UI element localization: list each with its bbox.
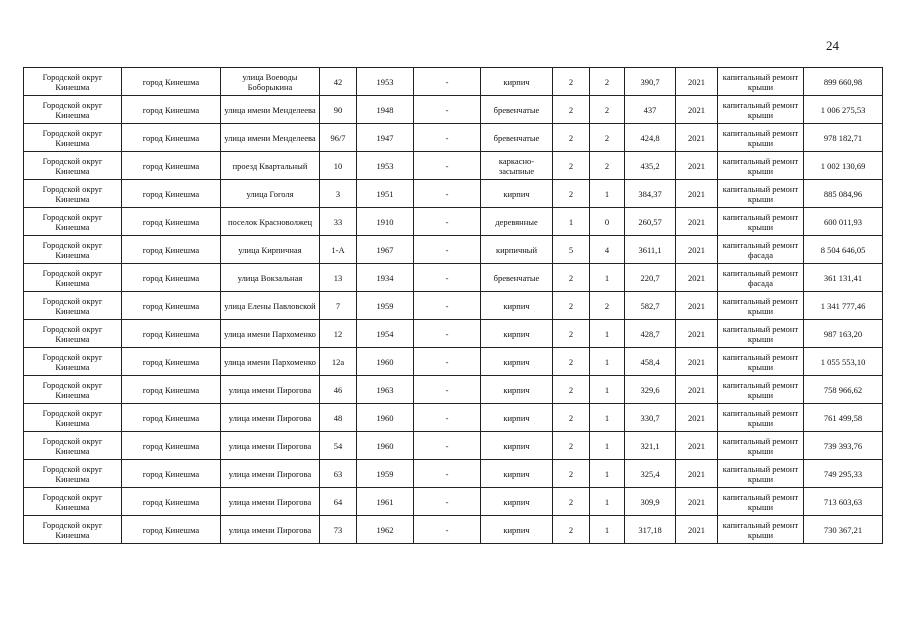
table-row xyxy=(24,460,883,488)
cell-floors: 2 xyxy=(553,460,590,488)
table-row xyxy=(24,264,883,292)
cell-house-number: 64 xyxy=(320,488,357,516)
cell-floors: 1 xyxy=(553,208,590,236)
cell-entrances: 2 xyxy=(590,124,625,152)
cell-cost: 361 131,41 xyxy=(804,264,883,292)
cell-settlement: город Кинешма xyxy=(122,376,221,404)
cell-street: улица имени Пирогова xyxy=(221,404,320,432)
cell-entrances: 1 xyxy=(590,488,625,516)
cell-area: 330,7 xyxy=(625,404,676,432)
cell-entrances: 1 xyxy=(590,320,625,348)
cell-municipality: Городской округ Кинешма xyxy=(24,236,122,264)
cell-house-number: 1-А xyxy=(320,236,357,264)
cell-area: 329,6 xyxy=(625,376,676,404)
cell-repair-year: 2021 xyxy=(676,180,718,208)
cell-cost: 885 084,96 xyxy=(804,180,883,208)
table-row xyxy=(24,348,883,376)
cell-entrances: 2 xyxy=(590,292,625,320)
cell-repair-year: 2021 xyxy=(676,320,718,348)
cell-floors: 2 xyxy=(553,432,590,460)
cell-house-number: 10 xyxy=(320,152,357,180)
cell-entrances: 2 xyxy=(590,152,625,180)
cell-street: улица Вокзальная xyxy=(221,264,320,292)
cell-entrances: 1 xyxy=(590,432,625,460)
cell-floors: 2 xyxy=(553,124,590,152)
cell-entrances: 1 xyxy=(590,460,625,488)
cell-dash-column: - xyxy=(414,516,481,544)
cell-repair-type: капитальный ремонт крыши xyxy=(718,96,804,124)
cell-area: 390,7 xyxy=(625,68,676,96)
cell-cost: 713 603,63 xyxy=(804,488,883,516)
table-row xyxy=(24,516,883,544)
cell-floors: 2 xyxy=(553,488,590,516)
cell-street: улица имени Пирогова xyxy=(221,488,320,516)
cell-settlement: город Кинешма xyxy=(122,264,221,292)
cell-cost: 1 055 553,10 xyxy=(804,348,883,376)
cell-house-number: 12а xyxy=(320,348,357,376)
cell-municipality: Городской округ Кинешма xyxy=(24,432,122,460)
table-row xyxy=(24,376,883,404)
cell-house-number: 90 xyxy=(320,96,357,124)
cell-cost: 8 504 646,05 xyxy=(804,236,883,264)
cell-repair-type: капитальный ремонт крыши xyxy=(718,320,804,348)
cell-street: улица Воеводы Боборыкина xyxy=(221,68,320,96)
cell-build-year: 1960 xyxy=(357,404,414,432)
cell-settlement: город Кинешма xyxy=(122,236,221,264)
cell-settlement: город Кинешма xyxy=(122,180,221,208)
cell-street: улица имени Пирогова xyxy=(221,460,320,488)
cell-cost: 730 367,21 xyxy=(804,516,883,544)
cell-cost: 1 002 130,69 xyxy=(804,152,883,180)
cell-repair-year: 2021 xyxy=(676,432,718,460)
cell-municipality: Городской округ Кинешма xyxy=(24,96,122,124)
cell-build-year: 1959 xyxy=(357,292,414,320)
cell-dash-column: - xyxy=(414,236,481,264)
cell-municipality: Городской округ Кинешма xyxy=(24,376,122,404)
cell-wall-material: бревенчатые xyxy=(481,124,553,152)
cell-repair-type: капитальный ремонт крыши xyxy=(718,460,804,488)
cell-settlement: город Кинешма xyxy=(122,152,221,180)
cell-house-number: 3 xyxy=(320,180,357,208)
cell-repair-type: капитальный ремонт фасада xyxy=(718,236,804,264)
cell-wall-material: кирпич xyxy=(481,404,553,432)
cell-entrances: 1 xyxy=(590,404,625,432)
cell-street: поселок Красноволжец xyxy=(221,208,320,236)
cell-area: 260,57 xyxy=(625,208,676,236)
cell-settlement: город Кинешма xyxy=(122,488,221,516)
cell-floors: 2 xyxy=(553,404,590,432)
table-row xyxy=(24,152,883,180)
table-row xyxy=(24,68,883,96)
cell-municipality: Городской округ Кинешма xyxy=(24,124,122,152)
cell-settlement: город Кинешма xyxy=(122,404,221,432)
cell-settlement: город Кинешма xyxy=(122,432,221,460)
cell-build-year: 1962 xyxy=(357,516,414,544)
cell-cost: 978 182,71 xyxy=(804,124,883,152)
cell-build-year: 1967 xyxy=(357,236,414,264)
cell-area: 582,7 xyxy=(625,292,676,320)
cell-wall-material: кирпич xyxy=(481,180,553,208)
cell-municipality: Городской округ Кинешма xyxy=(24,404,122,432)
cell-floors: 2 xyxy=(553,292,590,320)
cell-cost: 899 660,98 xyxy=(804,68,883,96)
cell-area: 428,7 xyxy=(625,320,676,348)
cell-repair-type: капитальный ремонт крыши xyxy=(718,68,804,96)
cell-street: улица Гоголя xyxy=(221,180,320,208)
cell-build-year: 1953 xyxy=(357,68,414,96)
cell-street: улица имени Менделеева xyxy=(221,124,320,152)
cell-wall-material: кирпич xyxy=(481,488,553,516)
cell-repair-year: 2021 xyxy=(676,236,718,264)
cell-street: улица имени Пирогова xyxy=(221,376,320,404)
cell-dash-column: - xyxy=(414,376,481,404)
cell-area: 384,37 xyxy=(625,180,676,208)
cell-dash-column: - xyxy=(414,292,481,320)
cell-entrances: 0 xyxy=(590,208,625,236)
cell-cost: 1 006 275,53 xyxy=(804,96,883,124)
cell-wall-material: кирпич xyxy=(481,432,553,460)
cell-wall-material: бревенчатые xyxy=(481,264,553,292)
cell-dash-column: - xyxy=(414,320,481,348)
cell-dash-column: - xyxy=(414,348,481,376)
cell-repair-year: 2021 xyxy=(676,124,718,152)
cell-floors: 2 xyxy=(553,376,590,404)
cell-settlement: город Кинешма xyxy=(122,124,221,152)
cell-repair-type: капитальный ремонт крыши xyxy=(718,432,804,460)
cell-dash-column: - xyxy=(414,432,481,460)
cell-municipality: Городской округ Кинешма xyxy=(24,68,122,96)
cell-house-number: 33 xyxy=(320,208,357,236)
cell-area: 458,4 xyxy=(625,348,676,376)
cell-settlement: город Кинешма xyxy=(122,292,221,320)
cell-entrances: 2 xyxy=(590,96,625,124)
cell-cost: 749 295,33 xyxy=(804,460,883,488)
cell-area: 309,9 xyxy=(625,488,676,516)
cell-build-year: 1951 xyxy=(357,180,414,208)
cell-dash-column: - xyxy=(414,68,481,96)
cell-build-year: 1954 xyxy=(357,320,414,348)
cell-build-year: 1960 xyxy=(357,432,414,460)
table-row xyxy=(24,488,883,516)
cell-settlement: город Кинешма xyxy=(122,348,221,376)
cell-settlement: город Кинешма xyxy=(122,96,221,124)
cell-settlement: город Кинешма xyxy=(122,516,221,544)
cell-repair-year: 2021 xyxy=(676,376,718,404)
cell-floors: 2 xyxy=(553,348,590,376)
cell-floors: 2 xyxy=(553,68,590,96)
cell-wall-material: каркасно-засыпные xyxy=(481,152,553,180)
cell-dash-column: - xyxy=(414,488,481,516)
cell-street: проезд Квартальный xyxy=(221,152,320,180)
cell-area: 325,4 xyxy=(625,460,676,488)
cell-build-year: 1959 xyxy=(357,460,414,488)
cell-floors: 2 xyxy=(553,264,590,292)
cell-entrances: 1 xyxy=(590,180,625,208)
housing-repair-table xyxy=(23,67,883,544)
cell-municipality: Городской округ Кинешма xyxy=(24,460,122,488)
cell-wall-material: кирпич xyxy=(481,68,553,96)
cell-repair-year: 2021 xyxy=(676,152,718,180)
cell-wall-material: кирпич xyxy=(481,348,553,376)
cell-repair-year: 2021 xyxy=(676,404,718,432)
cell-floors: 2 xyxy=(553,516,590,544)
cell-build-year: 1961 xyxy=(357,488,414,516)
cell-settlement: город Кинешма xyxy=(122,460,221,488)
cell-house-number: 96/7 xyxy=(320,124,357,152)
cell-cost: 600 011,93 xyxy=(804,208,883,236)
cell-street: улица имени Пирогова xyxy=(221,432,320,460)
cell-floors: 2 xyxy=(553,96,590,124)
cell-repair-type: капитальный ремонт крыши xyxy=(718,124,804,152)
cell-municipality: Городской округ Кинешма xyxy=(24,348,122,376)
cell-repair-type: капитальный ремонт крыши xyxy=(718,488,804,516)
cell-entrances: 1 xyxy=(590,264,625,292)
cell-build-year: 1963 xyxy=(357,376,414,404)
cell-repair-type: капитальный ремонт крыши xyxy=(718,208,804,236)
cell-repair-type: капитальный ремонт крыши xyxy=(718,404,804,432)
cell-dash-column: - xyxy=(414,152,481,180)
cell-dash-column: - xyxy=(414,208,481,236)
cell-wall-material: кирпич xyxy=(481,320,553,348)
cell-repair-type: капитальный ремонт крыши xyxy=(718,516,804,544)
cell-dash-column: - xyxy=(414,264,481,292)
cell-dash-column: - xyxy=(414,96,481,124)
cell-municipality: Городской округ Кинешма xyxy=(24,152,122,180)
cell-wall-material: деревянные xyxy=(481,208,553,236)
cell-build-year: 1910 xyxy=(357,208,414,236)
cell-cost: 739 393,76 xyxy=(804,432,883,460)
cell-street: улица имени Менделеева xyxy=(221,96,320,124)
table-row xyxy=(24,292,883,320)
cell-house-number: 48 xyxy=(320,404,357,432)
cell-area: 437 xyxy=(625,96,676,124)
cell-street: улица имени Пархоменко xyxy=(221,348,320,376)
cell-repair-type: капитальный ремонт крыши xyxy=(718,348,804,376)
cell-repair-year: 2021 xyxy=(676,460,718,488)
cell-cost: 758 966,62 xyxy=(804,376,883,404)
cell-build-year: 1934 xyxy=(357,264,414,292)
cell-street: улица Елены Павловской xyxy=(221,292,320,320)
cell-area: 317,18 xyxy=(625,516,676,544)
cell-house-number: 42 xyxy=(320,68,357,96)
cell-house-number: 13 xyxy=(320,264,357,292)
page-number: 24 xyxy=(826,38,839,53)
cell-municipality: Городской округ Кинешма xyxy=(24,292,122,320)
cell-wall-material: кирпичный xyxy=(481,236,553,264)
cell-street: улица имени Пирогова xyxy=(221,516,320,544)
cell-street: улица имени Пархоменко xyxy=(221,320,320,348)
cell-municipality: Городской округ Кинешма xyxy=(24,320,122,348)
cell-build-year: 1953 xyxy=(357,152,414,180)
table-row xyxy=(24,208,883,236)
table-body xyxy=(24,68,883,544)
cell-dash-column: - xyxy=(414,404,481,432)
cell-repair-year: 2021 xyxy=(676,264,718,292)
cell-wall-material: бревенчатые xyxy=(481,96,553,124)
cell-wall-material: кирпич xyxy=(481,516,553,544)
cell-entrances: 1 xyxy=(590,348,625,376)
cell-house-number: 73 xyxy=(320,516,357,544)
cell-house-number: 12 xyxy=(320,320,357,348)
cell-settlement: город Кинешма xyxy=(122,320,221,348)
table-row xyxy=(24,320,883,348)
table-row xyxy=(24,432,883,460)
cell-house-number: 63 xyxy=(320,460,357,488)
table-row xyxy=(24,236,883,264)
cell-area: 435,2 xyxy=(625,152,676,180)
cell-dash-column: - xyxy=(414,180,481,208)
cell-entrances: 2 xyxy=(590,68,625,96)
cell-repair-year: 2021 xyxy=(676,68,718,96)
cell-wall-material: кирпич xyxy=(481,376,553,404)
cell-cost: 761 499,58 xyxy=(804,404,883,432)
cell-area: 3611,1 xyxy=(625,236,676,264)
cell-entrances: 1 xyxy=(590,516,625,544)
cell-entrances: 1 xyxy=(590,376,625,404)
table-row xyxy=(24,96,883,124)
cell-municipality: Городской округ Кинешма xyxy=(24,516,122,544)
cell-repair-year: 2021 xyxy=(676,292,718,320)
cell-repair-year: 2021 xyxy=(676,516,718,544)
cell-dash-column: - xyxy=(414,460,481,488)
cell-settlement: город Кинешма xyxy=(122,208,221,236)
cell-repair-type: капитальный ремонт крыши xyxy=(718,376,804,404)
cell-house-number: 7 xyxy=(320,292,357,320)
cell-wall-material: кирпич xyxy=(481,292,553,320)
cell-repair-year: 2021 xyxy=(676,488,718,516)
cell-repair-type: капитальный ремонт крыши xyxy=(718,152,804,180)
cell-floors: 2 xyxy=(553,180,590,208)
cell-cost: 987 163,20 xyxy=(804,320,883,348)
cell-area: 424,8 xyxy=(625,124,676,152)
cell-house-number: 54 xyxy=(320,432,357,460)
cell-cost: 1 341 777,46 xyxy=(804,292,883,320)
cell-dash-column: - xyxy=(414,124,481,152)
cell-repair-year: 2021 xyxy=(676,208,718,236)
table-row xyxy=(24,180,883,208)
cell-floors: 5 xyxy=(553,236,590,264)
cell-floors: 2 xyxy=(553,152,590,180)
cell-municipality: Городской округ Кинешма xyxy=(24,488,122,516)
cell-build-year: 1947 xyxy=(357,124,414,152)
cell-wall-material: кирпич xyxy=(481,460,553,488)
cell-repair-year: 2021 xyxy=(676,96,718,124)
cell-area: 220,7 xyxy=(625,264,676,292)
cell-repair-type: капитальный ремонт крыши xyxy=(718,180,804,208)
cell-build-year: 1960 xyxy=(357,348,414,376)
table-row xyxy=(24,124,883,152)
cell-municipality: Городской округ Кинешма xyxy=(24,180,122,208)
table-row xyxy=(24,404,883,432)
cell-floors: 2 xyxy=(553,320,590,348)
cell-municipality: Городской округ Кинешма xyxy=(24,208,122,236)
cell-build-year: 1948 xyxy=(357,96,414,124)
cell-repair-type: капитальный ремонт крыши xyxy=(718,292,804,320)
cell-municipality: Городской округ Кинешма xyxy=(24,264,122,292)
cell-repair-type: капитальный ремонт фасада xyxy=(718,264,804,292)
cell-street: улица Кирпичная xyxy=(221,236,320,264)
cell-house-number: 46 xyxy=(320,376,357,404)
cell-entrances: 4 xyxy=(590,236,625,264)
cell-area: 321,1 xyxy=(625,432,676,460)
cell-repair-year: 2021 xyxy=(676,348,718,376)
cell-settlement: город Кинешма xyxy=(122,68,221,96)
